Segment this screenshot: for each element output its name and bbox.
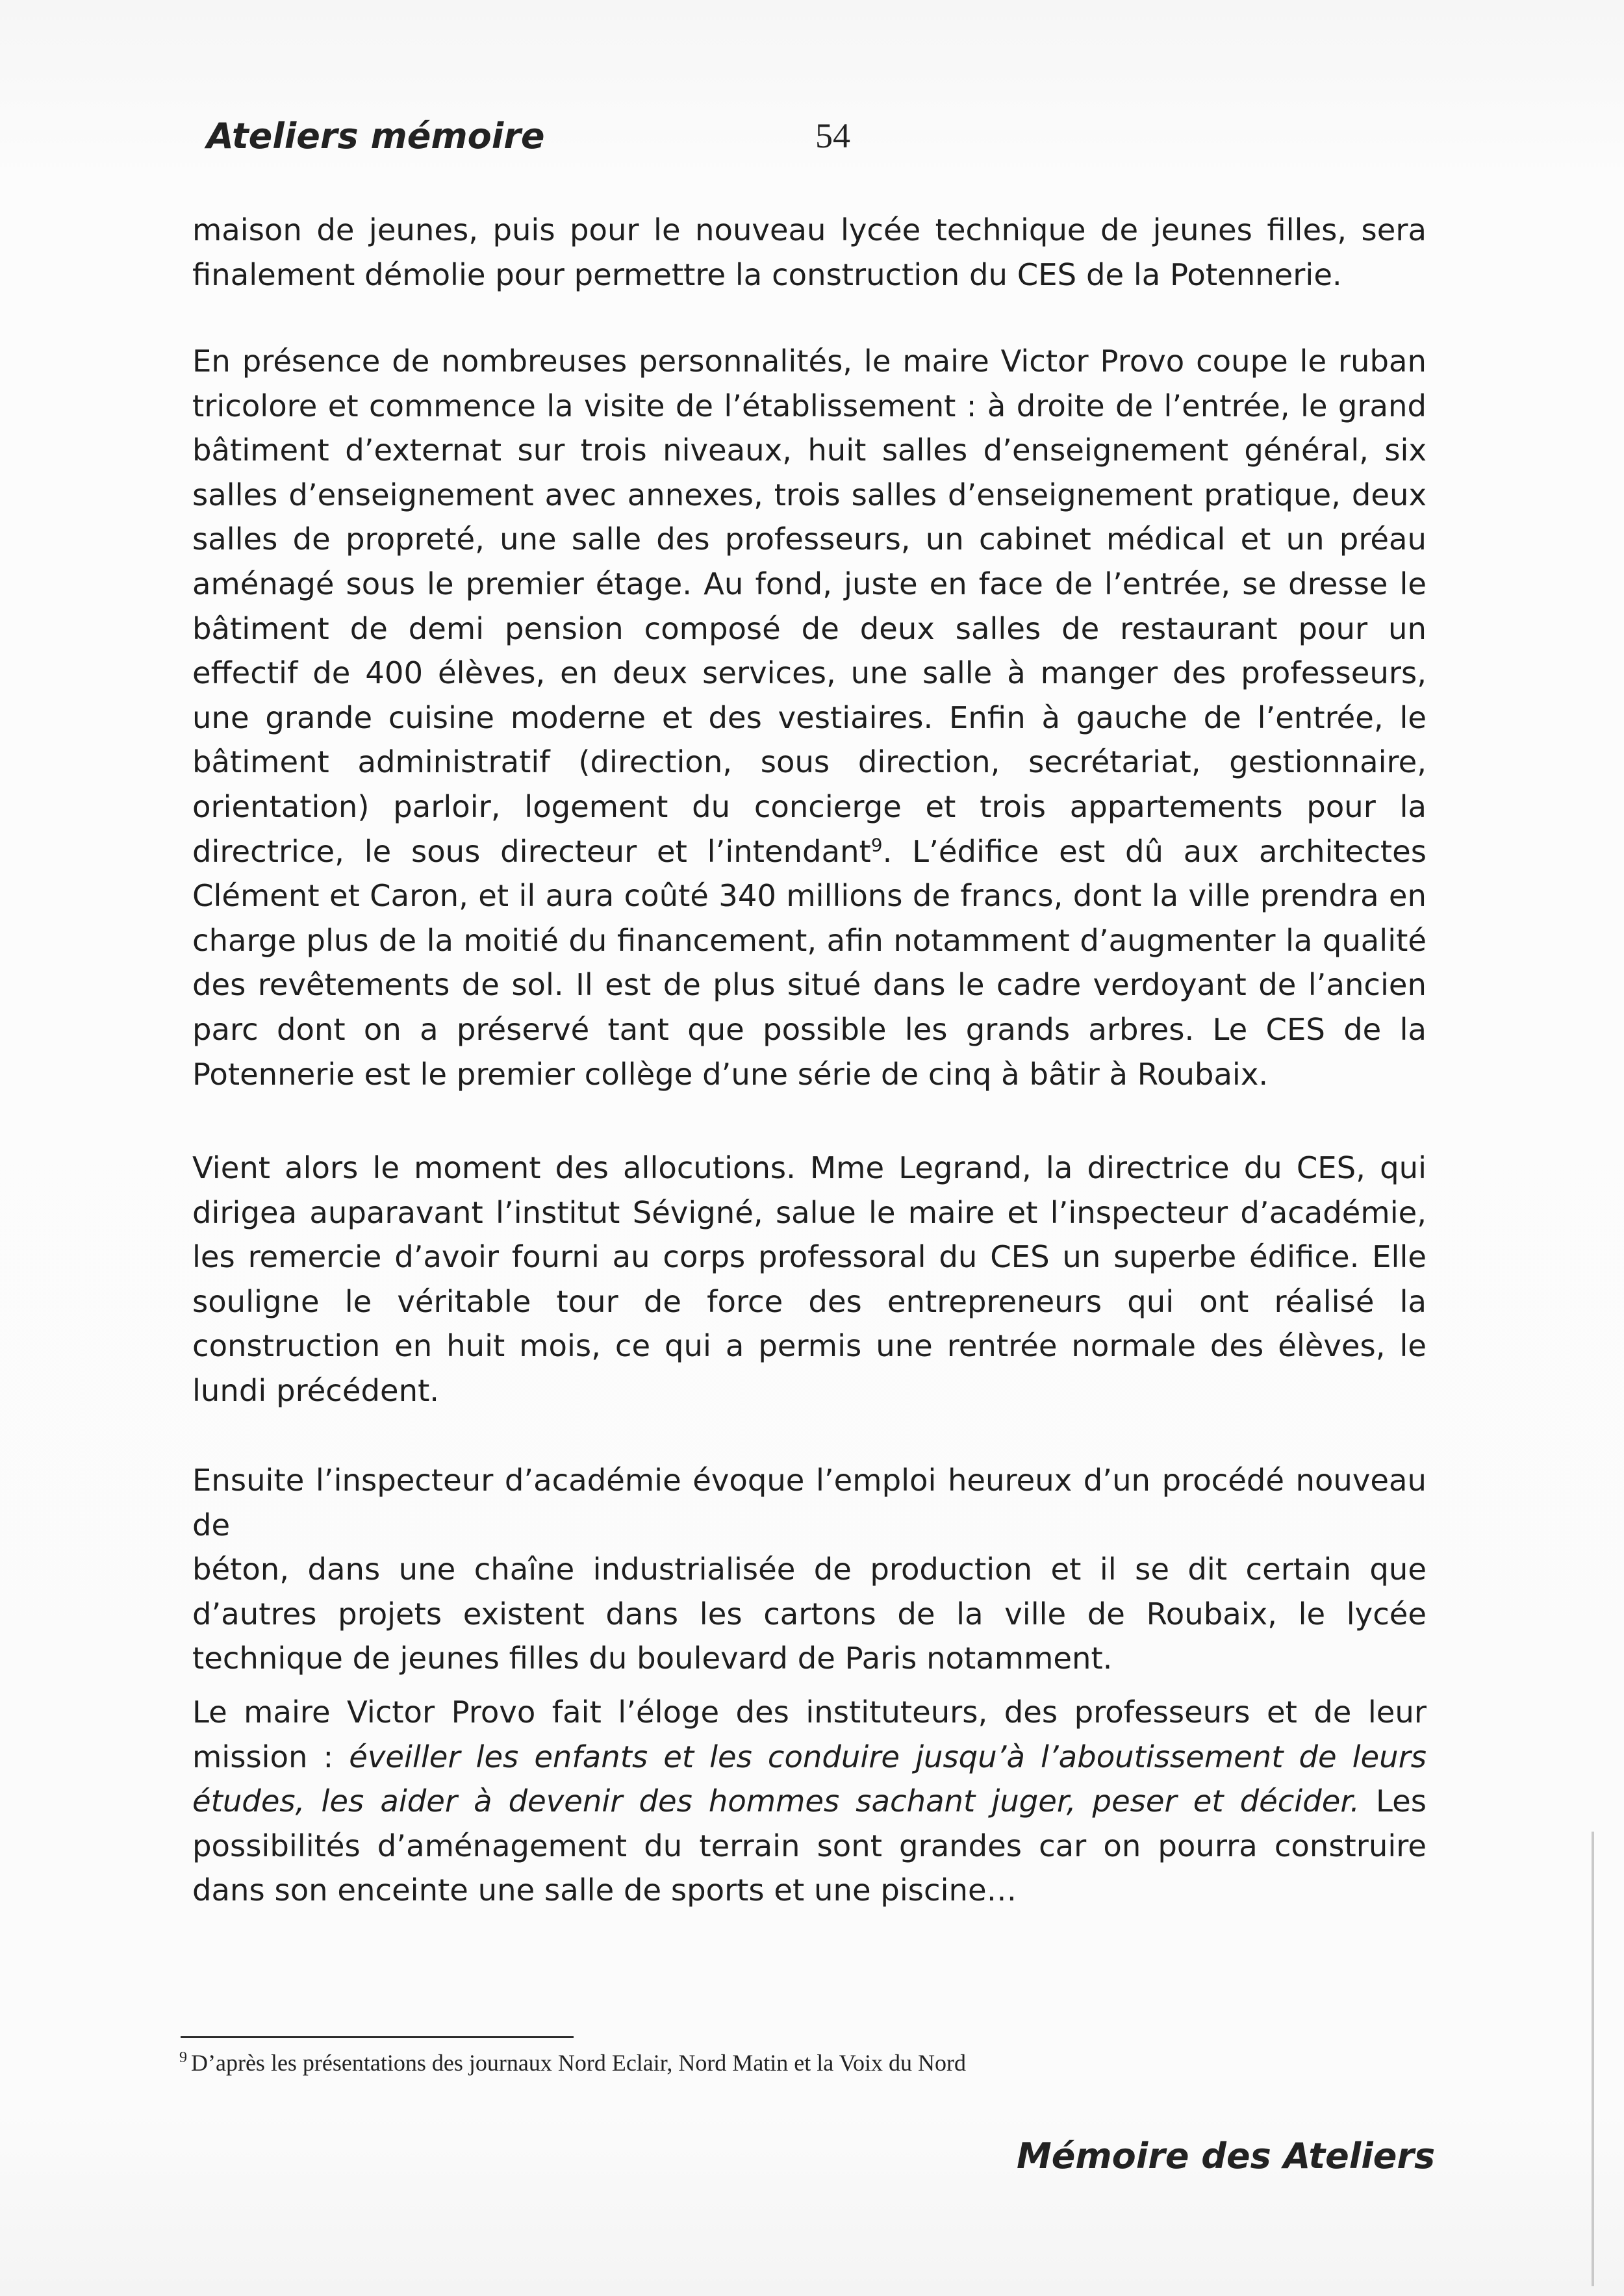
text-line: dans son enceinte une salle de sports et une piscine… (192, 1873, 1017, 1908)
scan-edge-line (1592, 1832, 1594, 2286)
paragraph-1 (192, 208, 1427, 297)
text-line: Clément et Caron, et il aura coûté 340 millions de francs, dont la ville prendra en (192, 878, 1427, 914)
footnote-text: D’après les présentations des journaux Nord Eclair, Nord Matin et la Voix du Nord (191, 2050, 966, 2076)
text-line: dirigea auparavant l’institut Sévigné, salue le maire et l’inspecteur d’académie, (192, 1194, 1427, 1230)
quote-text: études, les aider à devenir des hommes sachant juger, peser et décider. (192, 1784, 1360, 1819)
footnote (179, 2049, 966, 2076)
text-line: lundi précédent. (192, 1372, 440, 1408)
text-line: salles d’enseignement avec annexes, trois salles d’enseignement pratique, deux (192, 477, 1427, 512)
text-line: salles de propreté, une salle des professeurs, un cabinet médical et un préau (192, 522, 1427, 557)
text-line: maison de jeunes, puis pour le nouveau lycée technique de jeunes filles, sera (192, 212, 1427, 247)
text-line: En présence de nombreuses personnalités, le maire Victor Provo coupe le ruban (192, 344, 1427, 379)
footnote-divider (181, 2036, 574, 2038)
text-line: des revêtements de sol. Il est de plus situé dans le cadre verdoyant de l’ancien (192, 967, 1427, 1003)
text-line: effectif de 400 élèves, en deux services, une salle à manger des professeurs, (192, 655, 1427, 691)
footnote-reference: 9 (870, 834, 883, 856)
text-segment: mission : (192, 1739, 349, 1774)
text-line: Vient alors le moment des allocutions. Mme Legrand, la directrice du CES, qui (192, 1150, 1427, 1185)
footnote-marker: 9 (179, 2049, 187, 2066)
text-line: aménagé sous le premier étage. Au fond, juste en face de l’entrée, se dresse le (192, 566, 1427, 601)
text-line: construction en huit mois, ce qui a permis une rentrée normale des élèves, le (192, 1328, 1427, 1364)
text-line: finalement démolie pour permettre la construction du CES de la Potennerie. (192, 257, 1342, 292)
text-line: charge plus de la moitié du financement, afin notamment d’augmenter la qualité (192, 922, 1427, 958)
footer-title: Mémoire des Ateliers (1017, 2136, 1436, 2172)
text-line: bâtiment de demi pension composé de deux salles de restaurant pour un (192, 611, 1427, 646)
text-segment: directrice, le sous directeur et l’intendant (192, 833, 871, 869)
text-line (192, 829, 1427, 874)
text-line: Le maire Victor Provo fait l’éloge des instituteurs, des professeurs et de leur (192, 1695, 1427, 1730)
text-line: parc dont on a préservé tant que possible les grands arbres. Le CES de la (192, 1011, 1427, 1047)
paragraph-3 (192, 1146, 1427, 1413)
text-line: orientation) parloir, logement du concierge et trois appartements pour la (192, 788, 1427, 824)
text-segment: Les (1359, 1784, 1427, 1819)
text-line: bâtiment administratif (direction, sous direction, secrétariat, gestionnaire, (192, 744, 1427, 780)
text-line: d’autres projets existent dans les cartons de la ville de Roubaix, le lycée (192, 1596, 1427, 1632)
text-line (192, 1735, 1427, 1780)
text-line: technique de jeunes filles du boulevard de Paris notamment. (192, 1641, 1113, 1676)
paragraph-5 (192, 1690, 1427, 1913)
text-line: Ensuite l’inspecteur d’académie évoque l’emploi heureux d’un procédé nouveau de (192, 1463, 1427, 1543)
text-line: possibilités d’aménagement du terrain sont grandes car on pourra construire (192, 1828, 1427, 1863)
text-line: tricolore et commence la visite de l’établissement : à droite de l’entrée, le grand (192, 388, 1427, 423)
text-line (192, 1779, 1427, 1824)
text-line: béton, dans une chaîne industrialisée de production et il se dit certain que (192, 1552, 1427, 1587)
text-line: une grande cuisine moderne et des vestiaires. Enfin à gauche de l’entrée, le (192, 700, 1427, 735)
text-segment: . L’édifice est dû aux architectes (882, 833, 1427, 869)
text-line: les remercie d’avoir fourni au corps professoral du CES un superbe édifice. Elle (192, 1239, 1427, 1275)
text-line: souligne le véritable tour de force des entrepreneurs qui ont réalisé la (192, 1283, 1427, 1319)
paragraph-4 (192, 1458, 1427, 1681)
paragraph-2 (192, 339, 1427, 1096)
text-line: bâtiment d’externat sur trois niveaux, huit salles d’enseignement général, six (192, 433, 1427, 468)
header-title: Ateliers mémoire (207, 116, 545, 157)
quote-text: éveiller les enfants et les conduire jusqu’à l’aboutissement de leurs (349, 1739, 1427, 1774)
page-number: 54 (815, 116, 850, 155)
text-line: Potennerie est le premier collège d’une série de cinq à bâtir à Roubaix. (192, 1056, 1269, 1092)
